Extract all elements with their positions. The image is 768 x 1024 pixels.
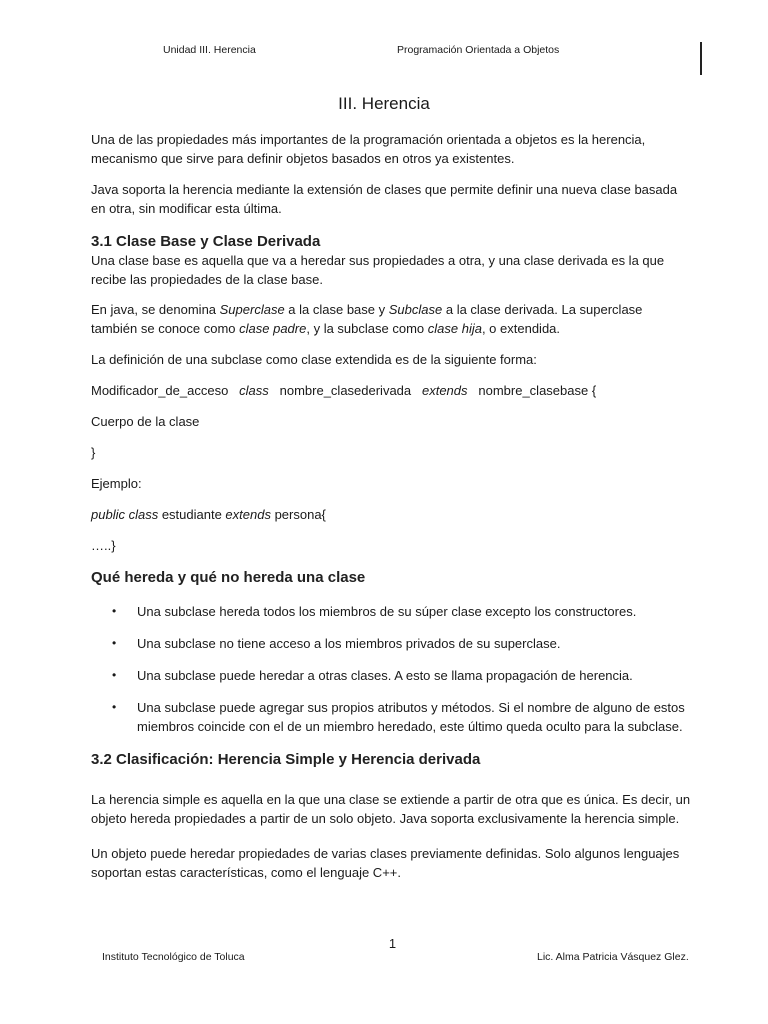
term-subclase: Subclase	[388, 302, 443, 317]
list-item: Una subclase puede agregar sus propios atributos y métodos. Si el nombre de alguno de estos miembros coincide con el de un miembro heredado, este último queda oculto para la subclase.	[137, 700, 685, 734]
syntax-modifier: Modificador_de_acceso	[91, 383, 240, 398]
section-32-paragraph-2: Un objeto puede heredar propiedades de varias clases previamente definidas. Solo algunos lenguajes soportan estas características, como el lenguaje C++.	[91, 846, 680, 880]
text-run: , o extendida.	[481, 321, 561, 336]
example-parent: persona{	[270, 507, 326, 522]
term-clase-hija: clase hija	[427, 321, 482, 336]
syntax-line	[91, 381, 691, 400]
text-run: a la clase derivada. La superclase también se conoce como	[91, 302, 643, 336]
example-name: estudiante	[158, 507, 226, 522]
bullet-icon: •	[112, 636, 117, 650]
header-right: Programación Orientada a Objetos	[397, 44, 560, 56]
section-32-paragraph-1: La herencia simple es aquella en la que una clase se extiende a partir de otra que es única. Es decir, un objeto hereda propiedades a partir de un solo objeto. Java soporta exclusivamente la herencia simple.	[91, 792, 691, 826]
bullet-icon: •	[112, 668, 117, 682]
list-item: Una subclase hereda todos los miembros de su súper clase excepto los constructores.	[137, 604, 637, 619]
footer-left: Instituto Tecnológico de Toluca	[102, 951, 245, 963]
text-run: En java, se denomina	[91, 302, 220, 317]
example-extends: extends	[225, 507, 271, 522]
section-hereda-heading: Qué hereda y qué no hereda una clase	[91, 569, 366, 586]
list-item: Una subclase no tiene acceso a los miembros privados de su superclase.	[137, 636, 561, 651]
section-31-paragraph-2	[91, 300, 691, 338]
section-32-heading: 3.2 Clasificación: Herencia Simple y Herencia derivada	[91, 751, 481, 768]
syntax-derived: nombre_clasederivada	[268, 383, 422, 398]
section-31-paragraph-1: Una clase base es aquella que va a heredar sus propiedades a otra, y una clase derivada es la que recibe las propiedades de la clase base.	[91, 253, 665, 287]
example-public-class: public class	[91, 507, 159, 522]
intro-paragraph-1: Una de las propiedades más importantes de la programación orientada a objetos es la herencia, mecanismo que sirve para definir objetos basados en otros ya existentes.	[91, 132, 646, 166]
example-label: Ejemplo:	[91, 476, 142, 491]
class-body-text: Cuerpo de la clase	[91, 414, 200, 429]
syntax-extends-keyword: extends	[421, 383, 468, 398]
list-item: Una subclase puede heredar a otras clases. A esto se llama propagación de herencia.	[137, 668, 633, 683]
syntax-class-keyword: class	[239, 383, 269, 398]
bullet-icon: •	[112, 700, 117, 714]
example-end: …..}	[91, 538, 116, 553]
syntax-base: nombre_clasebase {	[467, 383, 597, 398]
closing-brace: }	[91, 445, 96, 460]
text-run: a la clase base y	[284, 302, 389, 317]
section-31-paragraph-3: La definición de una subclase como clase extendida es de la siguiente forma:	[91, 352, 537, 367]
page-title: III. Herencia	[338, 94, 430, 113]
header-left: Unidad III. Herencia	[163, 44, 256, 56]
example-code	[91, 505, 691, 524]
term-clase-padre: clase padre	[239, 321, 307, 336]
margin-line	[700, 42, 702, 75]
intro-paragraph-2: Java soporta la herencia mediante la extensión de clases que permite definir una nueva clase basada en otra, sin modificar esta última.	[91, 182, 678, 216]
footer-right: Lic. Alma Patricia Vásquez Glez.	[537, 951, 689, 963]
text-run: , y la subclase como	[306, 321, 428, 336]
section-31-heading: 3.1 Clase Base y Clase Derivada	[91, 233, 321, 250]
bullet-icon: •	[112, 604, 117, 618]
page-number: 1	[388, 936, 397, 951]
term-superclase: Superclase	[219, 302, 285, 317]
